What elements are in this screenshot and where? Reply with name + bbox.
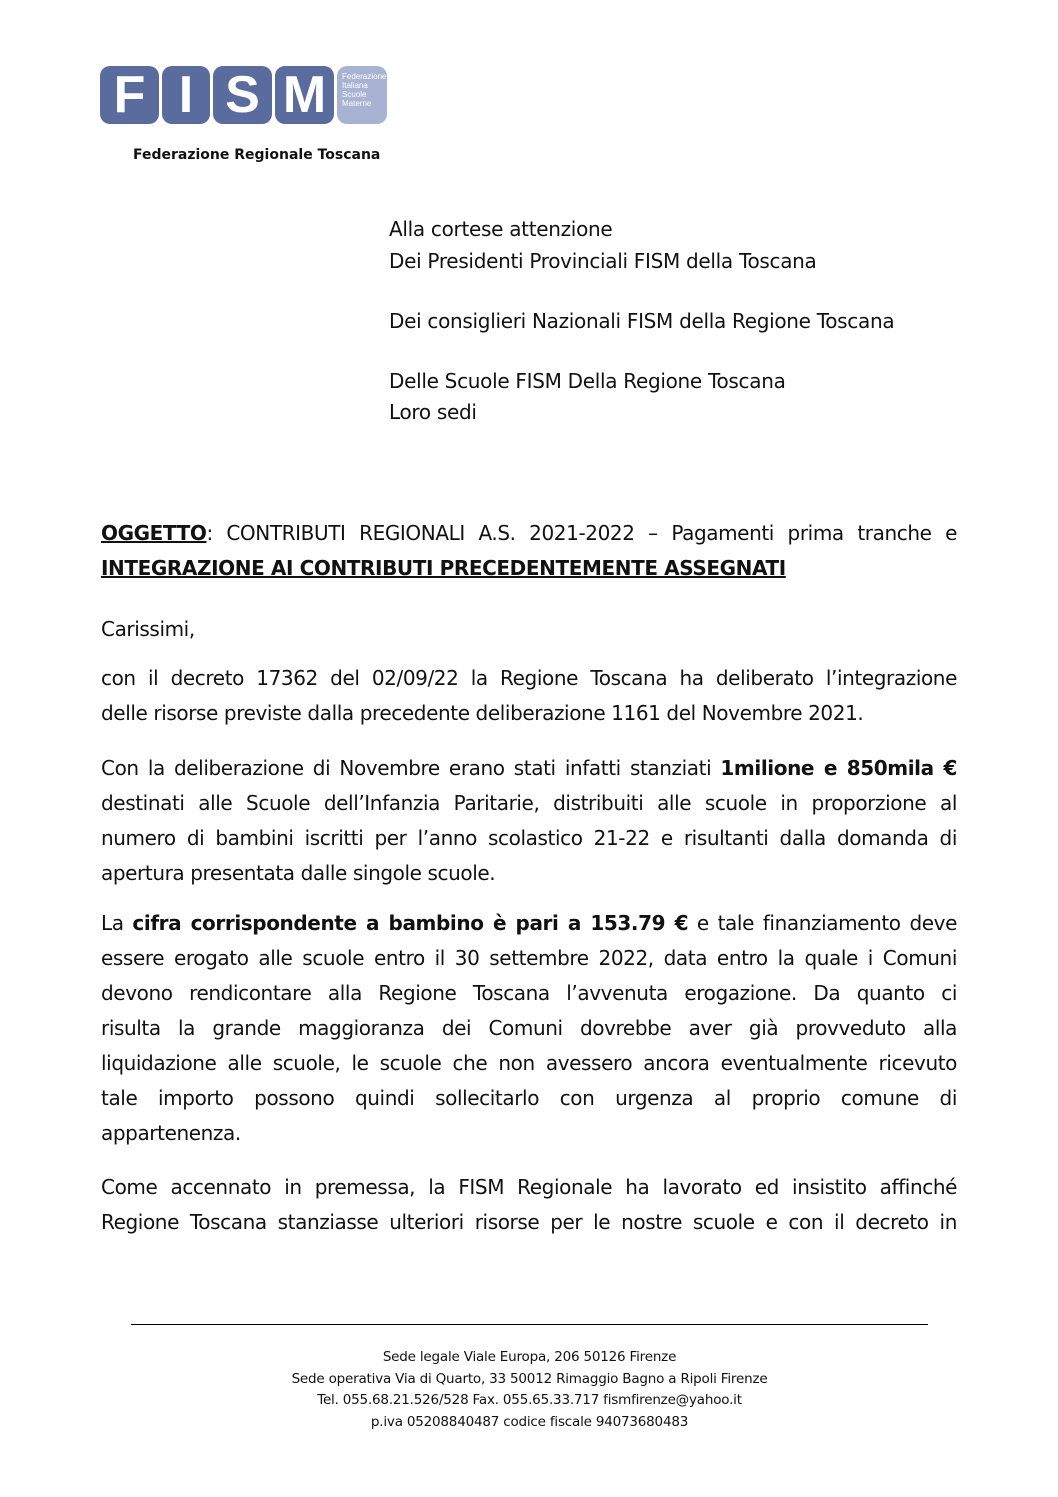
federation-name: Federazione Regionale Toscana: [133, 147, 381, 163]
per-child-amount: cifra corrispondente a bambino è pari a 153.79 €: [132, 911, 689, 935]
logo-letter-i: I: [162, 66, 210, 124]
greeting: Carissimi,: [101, 617, 195, 641]
paragraph-3: [101, 906, 957, 1151]
subject-highlight-line: [101, 551, 957, 586]
paragraph-line: [101, 751, 957, 786]
logo-letter-f: F: [100, 66, 159, 124]
footer: [131, 1347, 928, 1433]
logo-letter-m: M: [275, 66, 334, 124]
footer-tax-ids: p.iva 05208840487 codice fiscale 94073680483: [370, 1413, 689, 1430]
paragraph-text: e tale finanziamento deve: [688, 911, 957, 935]
paragraph-text: Con la deliberazione di Novembre erano stati infatti stanziati: [101, 756, 721, 780]
paragraph-line: Come accennato in premessa, la FISM Regionale ha lavorato ed insistito affinché: [101, 1175, 957, 1199]
subject-label: OGGETTO: [101, 521, 207, 545]
logo-letter-s: S: [213, 66, 272, 124]
footer-contacts: Tel. 055.68.21.526/528 Fax. 055.65.33.717 fismfirenze@yahoo.it: [317, 1392, 742, 1408]
subject-block: [101, 516, 957, 586]
paragraph-line: delle risorse previste dalla precedente deliberazione 1161 del Novembre 2021.: [101, 701, 864, 725]
recipient-line: Alla cortese attenzione: [389, 217, 613, 241]
logo-subtitle: [337, 66, 387, 124]
subject-line: [101, 516, 957, 551]
fism-logo: [100, 66, 387, 124]
paragraph-line: con il decreto 17362 del 02/09/22 la Regione Toscana ha deliberato l’integrazione: [101, 666, 957, 690]
logo-subtitle-line: Federazione: [342, 72, 387, 81]
paragraph-line: apertura presentata dalle singole scuole.: [101, 861, 496, 885]
recipient-line: Dei consiglieri Nazionali FISM della Regione Toscana: [389, 309, 895, 333]
subject-highlight: INTEGRAZIONE AI CONTRIBUTI PRECEDENTEMENTE ASSEGNATI: [101, 556, 786, 580]
paragraph-2: [101, 751, 957, 891]
paragraph-line: liquidazione alle scuole, le scuole che non avessero ancora eventualmente ricevuto: [101, 1051, 957, 1075]
footer-address-legal: Sede legale Viale Europa, 206 50126 Firenze: [382, 1349, 677, 1365]
recipient-line: Dei Presidenti Provinciali FISM della Toscana: [389, 249, 817, 273]
paragraph-line: devono rendicontare alla Regione Toscana l’avvenuta erogazione. Da quanto ci: [101, 981, 957, 1005]
paragraph-4: [101, 1170, 957, 1240]
paragraph-text: La: [101, 911, 133, 935]
recipient-line: Delle Scuole FISM Della Regione Toscana: [389, 369, 786, 393]
footer-address-operative: Sede operativa Via di Quarto, 33 50012 Rimaggio Bagno a Ripoli Firenze: [291, 1370, 768, 1387]
logo-subtitle-line: Materne: [342, 99, 372, 108]
amount-highlight: 1milione e 850mila €: [720, 756, 957, 780]
paragraph-line: appartenenza.: [101, 1121, 241, 1145]
footer-divider: [131, 1324, 928, 1325]
paragraph-line: [101, 906, 957, 941]
paragraph-line: destinati alle Scuole dell’Infanzia Paritarie, distribuiti alle scuole in proporzione al: [101, 791, 957, 815]
paragraph-line: tale importo possono quindi sollecitarlo con urgenza al proprio comune di: [101, 1086, 957, 1110]
logo-subtitle-line: Italiana: [342, 81, 368, 90]
recipient-line: Loro sedi: [389, 400, 477, 424]
paragraph-line: essere erogato alle scuole entro il 30 settembre 2022, data entro la quale i Comuni: [101, 946, 957, 970]
paragraph-line: numero di bambini iscritti per l’anno scolastico 21-22 e risultanti dalla domanda di: [101, 826, 957, 850]
logo-subtitle-line: Scuole: [342, 90, 367, 99]
paragraph-1: [101, 661, 957, 731]
paragraph-line: Regione Toscana stanziasse ulteriori risorse per le nostre scuole e con il decreto in: [101, 1210, 957, 1234]
subject-text: : CONTRIBUTI REGIONALI A.S. 2021-2022 – Pagamenti prima tranche e: [206, 521, 957, 545]
paragraph-line: risulta la grande maggioranza dei Comuni dovrebbe aver già provveduto alla: [101, 1016, 957, 1040]
